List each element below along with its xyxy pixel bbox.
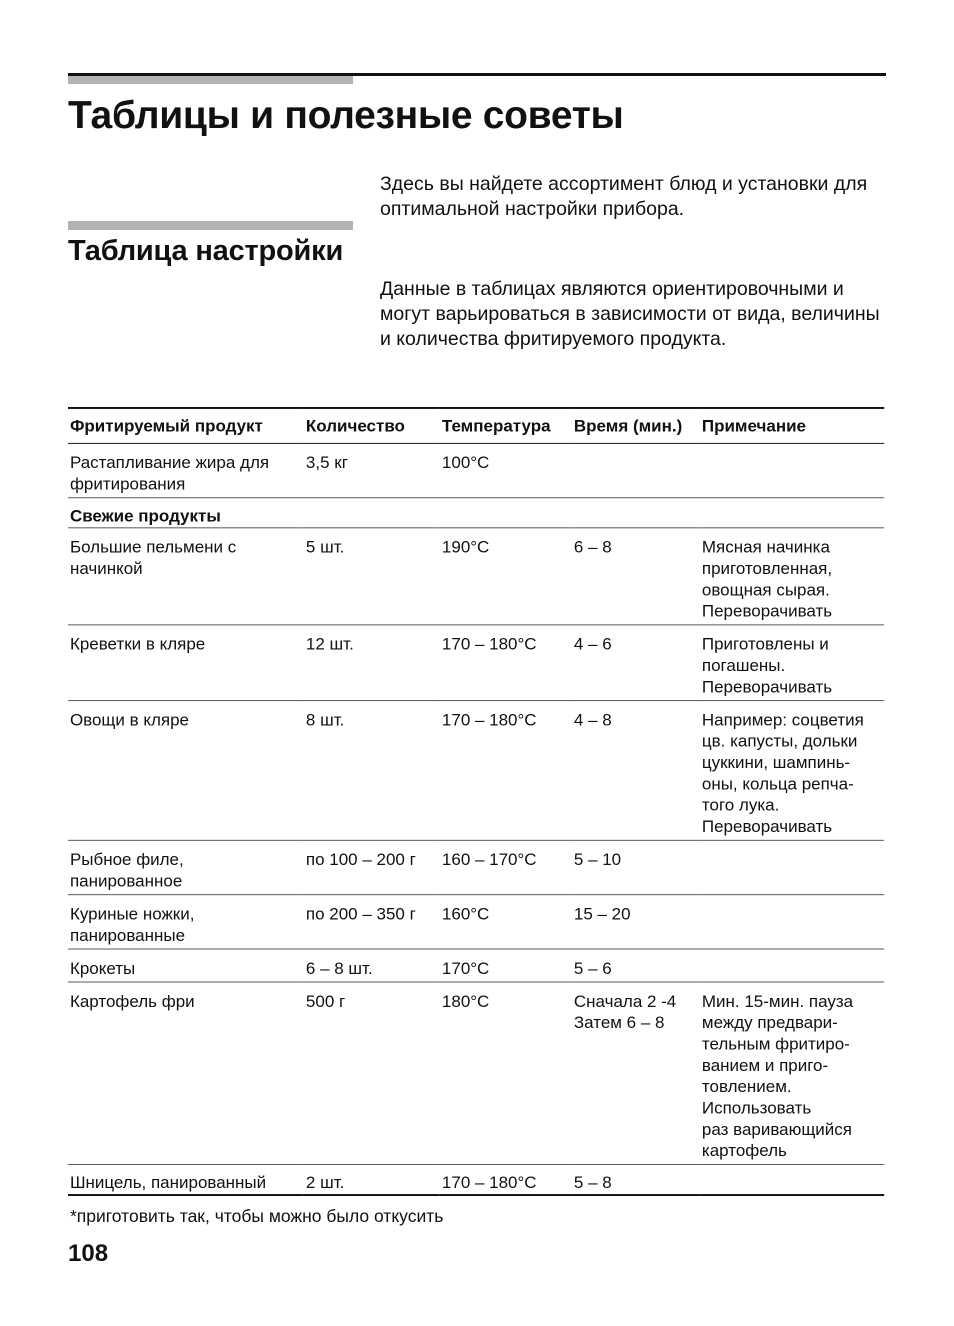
- cell-quantity: по 100 – 200 г: [304, 840, 440, 894]
- table-row: [68, 1164, 884, 1195]
- cell-product: Рыбное филе, панированное: [68, 840, 304, 894]
- cell-temperature: 100°C: [440, 443, 572, 497]
- cell-note: [700, 1164, 884, 1195]
- section-title: Таблица настройки: [68, 235, 344, 267]
- cell-time: 6 – 8: [572, 528, 700, 625]
- cell-temperature: 180°C: [440, 982, 572, 1164]
- cell-note: [700, 840, 884, 894]
- cell-quantity: 500 г: [304, 982, 440, 1164]
- cell-product: Растапливание жира для фритирования: [68, 443, 304, 497]
- cell-product: Куриные ножки, панированные: [68, 895, 304, 949]
- cell-time: 5 – 6: [572, 949, 700, 982]
- cell-note: Мин. 15-мин. пауза между предвари- тельным фритиро- ванием и приго- товлением. Использовать раз варивающийся картофель: [700, 982, 884, 1164]
- cell-note: [700, 443, 884, 497]
- table-header-row: [68, 408, 884, 443]
- table-row: [68, 625, 884, 701]
- cell-product: Крокеты: [68, 949, 304, 982]
- cell-time: 4 – 6: [572, 625, 700, 701]
- cell-time: Сначала 2 -4 Затем 6 – 8: [572, 982, 700, 1164]
- settings-table: [68, 407, 884, 1196]
- table-section-row: [68, 498, 884, 528]
- top-rule-accent: [68, 76, 353, 84]
- cell-temperature: 170 – 180°C: [440, 701, 572, 841]
- cell-quantity: 12 шт.: [304, 625, 440, 701]
- page-number: 108: [68, 1240, 109, 1267]
- section-text: Данные в таблицах являются ориентировочными и могут варьироваться в зависимости от вида, величины и количества фритируемого продукта.: [380, 278, 880, 350]
- section-label: Свежие продукты: [68, 498, 884, 528]
- cell-temperature: 160 – 170°C: [440, 840, 572, 894]
- cell-temperature: 170 – 180°C: [440, 1164, 572, 1195]
- cell-quantity: 6 – 8 шт.: [304, 949, 440, 982]
- header-note: Примечание: [700, 408, 884, 443]
- cell-note: Например: соцветия цв. капусты, дольки цуккини, шампинь- оны, кольца репча- того лука. Переворачивать: [700, 701, 884, 841]
- cell-quantity: 5 шт.: [304, 528, 440, 625]
- header-product: Фритируемый продукт: [68, 408, 304, 443]
- cell-time: 4 – 8: [572, 701, 700, 841]
- settings-table-container: [68, 407, 884, 1196]
- table-row: [68, 982, 884, 1164]
- page-title: Таблицы и полезные советы: [68, 94, 624, 137]
- cell-quantity: по 200 – 350 г: [304, 895, 440, 949]
- table-row: [68, 701, 884, 841]
- table-body: [68, 443, 884, 1195]
- cell-note: Мясная начинка приготовленная, овощная сырая. Переворачивать: [700, 528, 884, 625]
- cell-product: Овощи в кляре: [68, 701, 304, 841]
- cell-temperature: 160°C: [440, 895, 572, 949]
- cell-note: [700, 949, 884, 982]
- cell-time: 5 – 8: [572, 1164, 700, 1195]
- header-temperature: Температура: [440, 408, 572, 443]
- cell-quantity: 8 шт.: [304, 701, 440, 841]
- cell-time: 15 – 20: [572, 895, 700, 949]
- cell-time: 5 – 10: [572, 840, 700, 894]
- cell-temperature: 170°C: [440, 949, 572, 982]
- table-row: [68, 949, 884, 982]
- cell-quantity: 3,5 кг: [304, 443, 440, 497]
- section-rule-accent: [68, 221, 353, 230]
- cell-product: Креветки в кляре: [68, 625, 304, 701]
- cell-product: Шницель, панированный: [68, 1164, 304, 1195]
- header-time: Время (мин.): [572, 408, 700, 443]
- footnote: *приготовить так, чтобы можно было откусить: [70, 1206, 444, 1226]
- table-row: [68, 443, 884, 497]
- cell-quantity: 2 шт.: [304, 1164, 440, 1195]
- cell-note: Приготовлены и погашены. Переворачивать: [700, 625, 884, 701]
- cell-note: [700, 895, 884, 949]
- table-row: [68, 528, 884, 625]
- cell-product: Картофель фри: [68, 982, 304, 1164]
- cell-product: Большие пельмени с начинкой: [68, 528, 304, 625]
- header-quantity: Количество: [304, 408, 440, 443]
- cell-temperature: 170 – 180°C: [440, 625, 572, 701]
- table-row: [68, 895, 884, 949]
- cell-time: [572, 443, 700, 497]
- cell-temperature: 190°C: [440, 528, 572, 625]
- table-row: [68, 840, 884, 894]
- intro-text: Здесь вы найдете ассортимент блюд и установки для оптимальной настройки прибора.: [380, 173, 868, 220]
